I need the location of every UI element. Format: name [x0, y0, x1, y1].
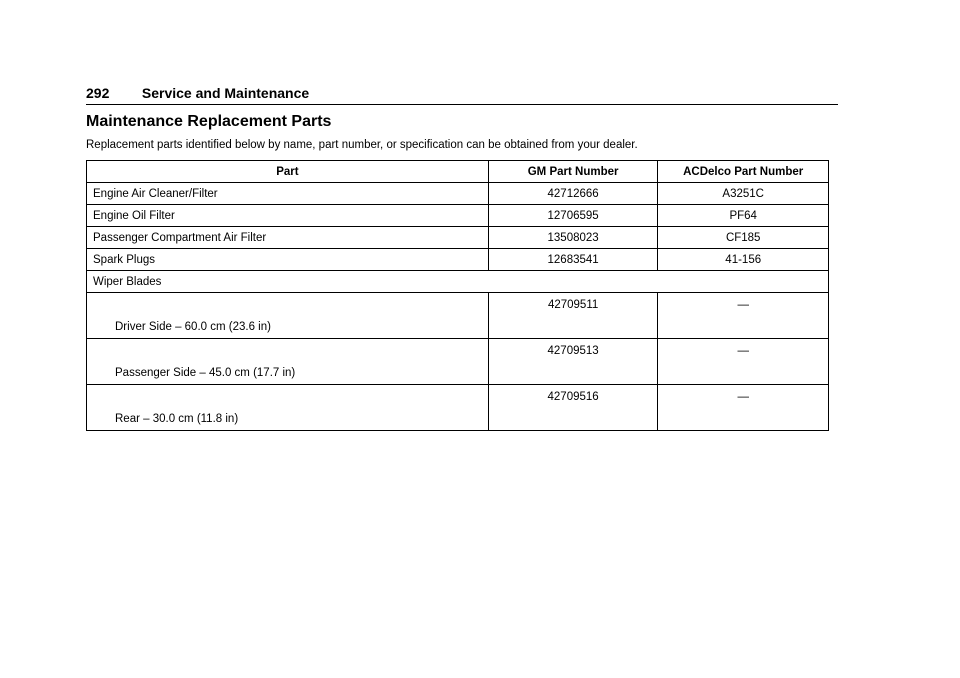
- group-label-cell: Wiper Blades: [87, 271, 829, 293]
- table-row: [87, 385, 829, 431]
- gm-part-number-cell: 12706595: [488, 205, 658, 227]
- gm-part-number-cell: 42709511: [488, 293, 658, 339]
- table-row: [87, 227, 829, 249]
- gm-part-number-cell: 42709513: [488, 339, 658, 385]
- table-group-row: [87, 271, 829, 293]
- gm-part-number-cell: 13508023: [488, 227, 658, 249]
- gm-part-number-cell: 42712666: [488, 183, 658, 205]
- acdelco-part-number-cell: 41-156: [658, 249, 829, 271]
- section-name: Service and Maintenance: [141, 85, 310, 101]
- table-row: [87, 339, 829, 385]
- part-name-cell: Engine Air Cleaner/Filter: [87, 183, 489, 205]
- page-number: 292: [86, 85, 110, 101]
- part-name-cell: Passenger Side – 45.0 cm (17.7 in): [87, 339, 489, 385]
- acdelco-part-number-cell: —: [658, 293, 829, 339]
- table-row: [87, 183, 829, 205]
- column-header-part: Part: [87, 161, 489, 183]
- page-header: [86, 84, 838, 105]
- acdelco-part-number-cell: —: [658, 339, 829, 385]
- part-name-cell: Engine Oil Filter: [87, 205, 489, 227]
- column-header-gm-part-number: GM Part Number: [488, 161, 658, 183]
- section-title: Maintenance Replacement Parts: [86, 113, 332, 130]
- acdelco-part-number-cell: PF64: [658, 205, 829, 227]
- gm-part-number-cell: 12683541: [488, 249, 658, 271]
- part-name-cell: Rear – 30.0 cm (11.8 in): [87, 385, 489, 431]
- table-row: [87, 293, 829, 339]
- intro-paragraph: Replacement parts identified below by name, part number, or specification can be obtained from your dealer.: [86, 139, 638, 151]
- table-row: [87, 249, 829, 271]
- part-name-cell: Spark Plugs: [87, 249, 489, 271]
- parts-table: [86, 160, 829, 431]
- acdelco-part-number-cell: —: [658, 385, 829, 431]
- table-header-row: [87, 161, 829, 183]
- acdelco-part-number-cell: CF185: [658, 227, 829, 249]
- table-row: [87, 205, 829, 227]
- part-name-cell: Passenger Compartment Air Filter: [87, 227, 489, 249]
- gm-part-number-cell: 42709516: [488, 385, 658, 431]
- part-name-cell: Driver Side – 60.0 cm (23.6 in): [87, 293, 489, 339]
- acdelco-part-number-cell: A3251C: [658, 183, 829, 205]
- column-header-acdelco-part-number: ACDelco Part Number: [658, 161, 829, 183]
